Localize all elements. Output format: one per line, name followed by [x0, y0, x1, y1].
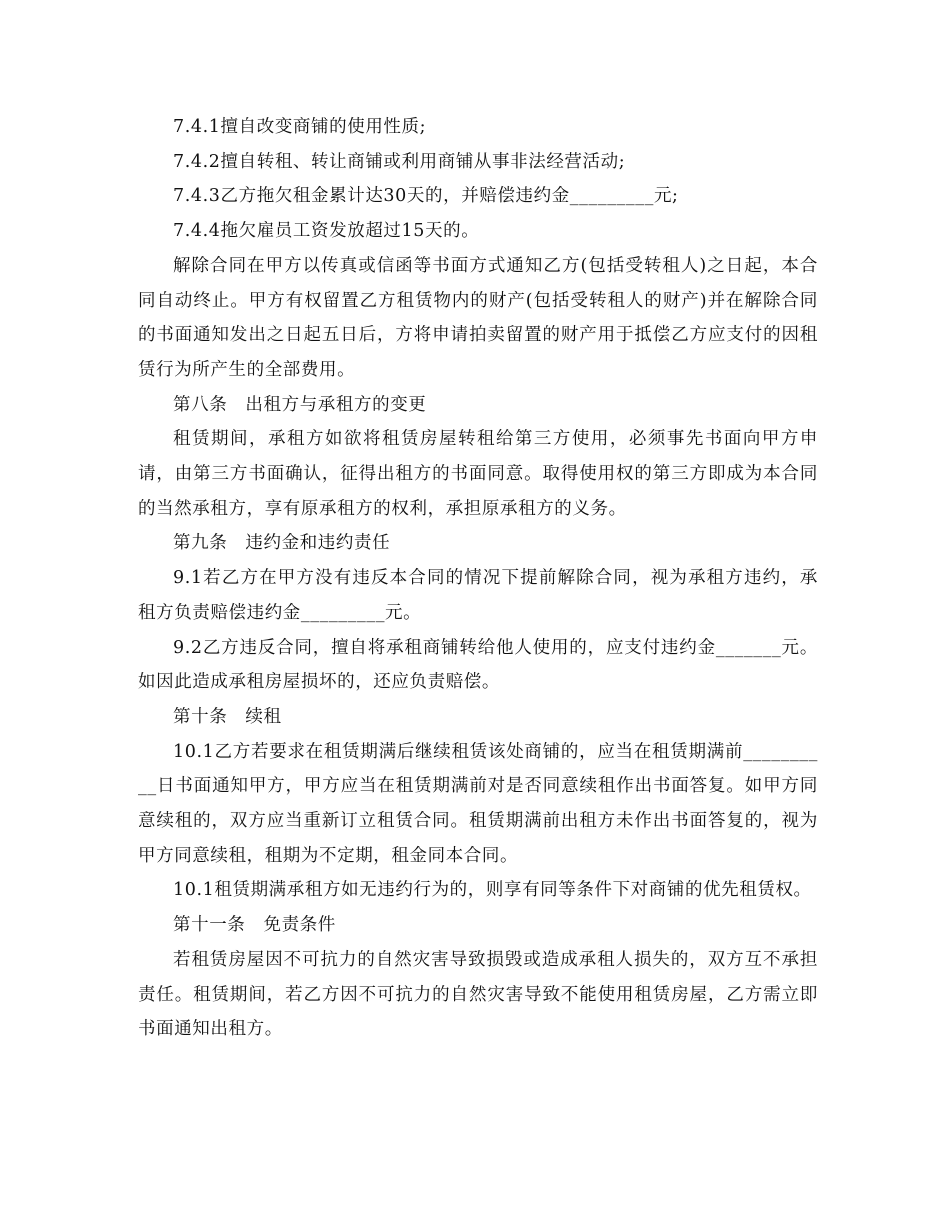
- clause-7-4-3: 7.4.3乙方拖欠租金累计达30天的，并赔偿违约金_________元;: [173, 186, 679, 207]
- article-8-heading: 第八条 出租方与承租方的变更: [173, 394, 427, 415]
- clause-7-4-4: 7.4.4拖欠雇员工资发放超过15天的。: [173, 221, 480, 242]
- clause-9-2: 9.2乙方违反合同，擅自将承租商铺转给他人使用的，应支付违约金_______元。如因此造成承租房屋损坏的，还应负责赔偿。: [138, 637, 818, 693]
- article-10-heading: 第十条 续租: [173, 706, 282, 727]
- clause-7-4-1: 7.4.1擅自改变商铺的使用性质;: [173, 117, 427, 137]
- article-11-heading: 第十一条 免责条件: [173, 915, 336, 936]
- termination-paragraph: 解除合同在甲方以传真或信函等书面方式通知乙方(包括受转租人)之日起，本合同自动终止。甲方有权留置乙方租赁物内的财产(包括受转租人的财产)并在解除合同的书面通知发出之日起五日后，方将申请拍卖留置的财产用于抵偿乙方应支付的因租赁行为所产生的全部费用。: [138, 255, 818, 380]
- document-body: [138, 110, 818, 1047]
- clause-10-1: 10.1乙方若要求在租赁期满后继续租赁该处商铺的，应当在租赁期满前__________日书面通知甲方，甲方应当在租赁期满前对是否同意续租作出书面答复。如甲方同意续租的，双方应当重新订立租赁合同。租赁期满前出租方未作出书面答复的，视为甲方同意续租，租期为不定期，租金同本合同。: [138, 741, 818, 866]
- article-9-heading: 第九条 违约金和违约责任: [173, 533, 391, 554]
- clause-10-1-priority: 10.1租赁期满承租方如无违约行为的，则享有同等条件下对商铺的优先租赁权。: [173, 880, 812, 901]
- article-11-body: 若租赁房屋因不可抗力的自然灾害导致损毁或造成承租人损失的，双方互不承担责任。租赁期间，若乙方因不可抗力的自然灾害导致不能使用租赁房屋，乙方需立即书面通知出租方。: [138, 949, 818, 1040]
- clause-9-1: 9.1若乙方在甲方没有违反本合同的情况下提前解除合同，视为承租方违约，承租方负责赔偿违约金_________元。: [138, 568, 818, 623]
- article-8-body: 租赁期间，承租方如欲将租赁房屋转租给第三方使用，必须事先书面向甲方申请，由第三方书面确认，征得出租方的书面同意。取得使用权的第三方即成为本合同的当然承租方，享有原承租方的权利，承担原承租方的义务。: [138, 429, 818, 519]
- clause-7-4-2: 7.4.2擅自转租、转让商铺或利用商铺从事非法经营活动;: [173, 151, 626, 172]
